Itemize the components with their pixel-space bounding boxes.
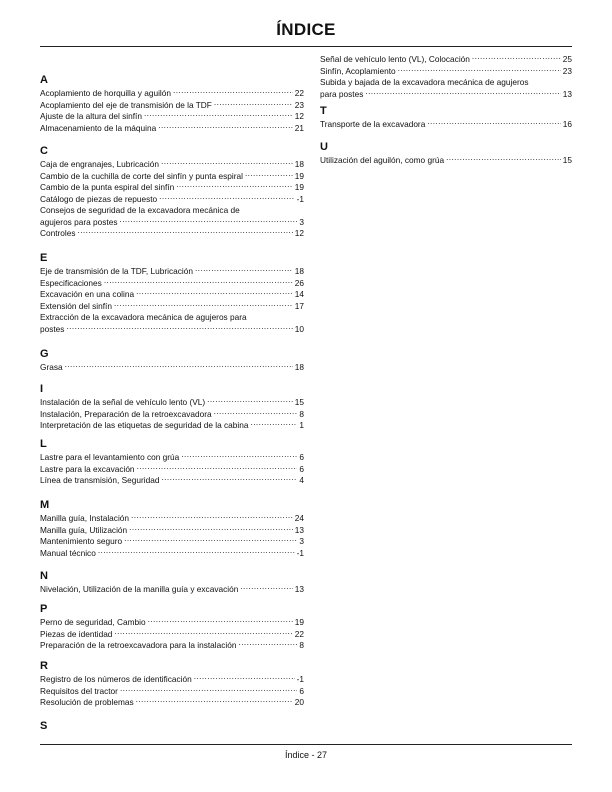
entry-text: Señal de vehículo lento (VL), Colocación [320, 54, 470, 64]
entry-text: agujeros para postes [40, 216, 118, 227]
entry-text: Catálogo de piezas de repuesto [40, 193, 158, 204]
index-entry[interactable] [40, 397, 304, 409]
section-letter: P [40, 603, 48, 615]
entry-page-number: 23 [294, 99, 304, 110]
leader-dots [78, 228, 293, 236]
index-entry[interactable] [320, 119, 572, 131]
index-section [40, 250, 304, 335]
entry-text: Acoplamiento del eje de transmisión de la TDF [40, 99, 212, 110]
index-entry[interactable] [40, 171, 304, 183]
index-section [40, 346, 304, 374]
entry-text: Sinfín, Acoplamiento [320, 65, 396, 76]
section-letter: T [320, 105, 327, 117]
index-entry[interactable] [40, 548, 304, 560]
entry-page-number: 19 [294, 617, 304, 627]
entry-page-number: 6 [299, 685, 304, 696]
leader-dots [136, 289, 293, 297]
leader-dots [144, 111, 293, 119]
leader-dots [251, 420, 298, 428]
entry-last-line [320, 89, 572, 101]
entry-text: Línea de transmisión, Seguridad [40, 475, 160, 485]
index-entry[interactable] [40, 513, 304, 525]
index-entry[interactable] [40, 312, 304, 335]
leader-dots [158, 123, 293, 131]
index-entry[interactable] [40, 617, 304, 629]
leader-dots [161, 159, 293, 167]
entry-text: Requisitos del tractor [40, 685, 118, 696]
index-entry[interactable] [40, 205, 304, 228]
entry-text: postes [40, 323, 65, 334]
entry-text: Ajuste de la altura del sinfín [40, 111, 142, 121]
section-letter: E [40, 252, 48, 264]
entry-page-number: 8 [299, 640, 304, 650]
entry-page-number: 12 [294, 111, 304, 121]
entry-text: Utilización del aguilón, como grúa [320, 155, 445, 165]
leader-dots [245, 171, 293, 179]
index-section [320, 103, 572, 131]
entry-text: Lastre para la excavación [40, 463, 135, 474]
index-entry[interactable] [40, 100, 304, 112]
leader-dots [131, 513, 293, 521]
entry-text: Perno de seguridad, Cambio [40, 617, 146, 627]
leader-dots [181, 452, 297, 460]
index-entry[interactable] [40, 475, 304, 487]
entry-text: Almacenamiento de la máquina [40, 122, 157, 133]
entry-text: Manilla guía, Instalación [40, 513, 130, 523]
section-letter: A [40, 74, 48, 86]
entry-page-number: 18 [294, 159, 304, 169]
entry-text: Cambio de la punta espiral del sinfín [40, 182, 175, 192]
entry-page-number: 12 [294, 228, 304, 238]
entry-text: Nivelación, Utilización de la manilla guía y excavación [40, 584, 239, 594]
entry-text-line: Subida y bajada de la excavadora mecánica de agujeros [320, 77, 529, 87]
leader-dots [214, 100, 293, 108]
entry-text: Piezas de identidad [40, 628, 113, 639]
index-entry[interactable] [40, 697, 304, 709]
index-entry[interactable] [40, 301, 304, 313]
index-entry[interactable] [40, 525, 304, 537]
index-entry[interactable] [40, 278, 304, 290]
entry-text: Manual técnico [40, 547, 96, 558]
index-entry[interactable] [40, 629, 304, 641]
entry-page-number: 24 [294, 513, 304, 523]
entry-page-number: 1 [299, 420, 304, 430]
index-section [40, 436, 304, 487]
entry-text: Eje de transmisión de la TDF, Lubricación [40, 266, 193, 276]
entry-text-line: Consejos de seguridad de la excavadora mecánica de [40, 205, 240, 215]
entry-text: Excavación en una colina [40, 289, 135, 299]
index-entry[interactable] [40, 111, 304, 123]
index-section [40, 601, 304, 652]
section-letter: I [40, 383, 44, 395]
index-section [40, 497, 304, 559]
entry-page-number: 3 [299, 536, 304, 546]
leader-dots [148, 617, 293, 625]
section-letter: M [40, 499, 50, 511]
entry-page-number: 16 [562, 119, 572, 129]
leader-dots [114, 629, 292, 637]
entry-text: Instalación, Preparación de la retroexcavadora [40, 408, 212, 419]
index-entry[interactable] [40, 584, 304, 596]
entry-text: Especificaciones [40, 277, 102, 288]
entry-page-number: 23 [562, 65, 572, 76]
entry-page-number: 19 [294, 182, 304, 192]
index-section [320, 54, 572, 100]
index-section [40, 143, 304, 240]
index-entry[interactable] [40, 159, 304, 171]
entry-page-number: 3 [299, 216, 304, 227]
entry-page-number: 6 [299, 463, 304, 474]
leader-dots [129, 525, 293, 533]
index-entry[interactable] [40, 88, 304, 100]
entry-page-number: 25 [562, 54, 572, 64]
entry-text: Instalación de la señal de vehículo lento (VL) [40, 397, 206, 407]
leader-dots [161, 475, 297, 483]
entry-page-number: 21 [294, 122, 304, 133]
page-title: ÍNDICE [276, 20, 336, 39]
index-entry[interactable] [40, 194, 304, 206]
entry-page-number: 6 [299, 452, 304, 462]
entry-page-number: 13 [294, 584, 304, 594]
leader-dots [66, 324, 292, 332]
leader-dots [398, 66, 561, 74]
leader-dots [136, 697, 293, 705]
entry-page-number: -1 [296, 193, 304, 204]
entry-text: Extensión del sinfín [40, 300, 112, 311]
index-section [40, 658, 304, 709]
entry-text: para postes [320, 88, 364, 99]
entry-page-number: 22 [294, 88, 304, 98]
index-section [320, 139, 572, 167]
leader-dots [159, 194, 294, 202]
index-section [40, 718, 304, 734]
entry-text: Registro de los números de identificación [40, 674, 192, 684]
leader-dots [446, 155, 561, 163]
leader-dots [214, 409, 298, 417]
index-entry[interactable] [40, 289, 304, 301]
entry-page-number: 17 [294, 300, 304, 311]
entry-page-number: -1 [296, 547, 304, 558]
entry-text: Acoplamiento de horquilla y aguilón [40, 88, 171, 98]
index-entry[interactable] [40, 452, 304, 464]
leader-dots [104, 278, 293, 286]
index-entry[interactable] [40, 686, 304, 698]
index-entry[interactable] [40, 640, 304, 652]
entry-text-line: Extracción de la excavadora mecánica de agujeros para [40, 312, 247, 322]
index-entry[interactable] [40, 123, 304, 135]
entry-last-line [40, 217, 304, 229]
entry-page-number: 15 [294, 397, 304, 407]
leader-dots [114, 301, 293, 309]
entry-page-number: 10 [294, 323, 304, 334]
leader-dots [120, 217, 298, 225]
entry-page-number: 8 [299, 408, 304, 419]
entry-text: Cambio de la cuchilla de corte del sinfín y punta espiral [40, 170, 243, 181]
entry-page-number: 20 [294, 697, 304, 707]
index-entry[interactable] [320, 54, 572, 66]
index-entry[interactable] [320, 155, 572, 167]
leader-dots [194, 674, 295, 682]
entry-page-number: -1 [296, 674, 304, 684]
section-letter: C [40, 145, 48, 157]
header-rule [40, 46, 572, 47]
leader-dots [98, 548, 295, 556]
entry-text: Lastre para el levantamiento con grúa [40, 452, 180, 462]
page-footer: Índice - 27 [284, 750, 328, 760]
entry-page-number: 13 [562, 88, 572, 99]
leader-dots [365, 89, 560, 97]
index-entry[interactable] [40, 420, 304, 432]
entry-text: Preparación de la retroexcavadora para la instalación [40, 640, 237, 650]
index-section [40, 72, 304, 134]
index-entry[interactable] [320, 66, 572, 78]
index-entry[interactable] [40, 266, 304, 278]
section-letter: G [40, 348, 49, 360]
leader-dots [240, 584, 292, 592]
entry-text: Caja de engranajes, Lubricación [40, 159, 160, 169]
leader-dots [124, 536, 297, 544]
footer-rule [40, 744, 572, 745]
index-entry[interactable] [320, 77, 572, 100]
section-letter: R [40, 660, 48, 672]
section-letter: L [40, 438, 47, 450]
entry-page-number: 19 [294, 170, 304, 181]
index-entry[interactable] [40, 228, 304, 240]
entry-page-number: 13 [294, 524, 304, 535]
leader-dots [137, 464, 298, 472]
entry-text: Resolución de problemas [40, 697, 134, 707]
leader-dots [65, 362, 293, 370]
leader-dots [238, 640, 297, 648]
section-letter: U [320, 141, 328, 153]
leader-dots [173, 88, 293, 96]
entry-text: Interpretación de las etiquetas de seguridad de la cabina [40, 420, 249, 430]
entry-page-number: 18 [294, 266, 304, 276]
index-section [40, 568, 304, 596]
index-entry[interactable] [40, 536, 304, 548]
leader-dots [427, 119, 560, 127]
leader-dots [176, 182, 293, 190]
entry-page-number: 15 [562, 155, 572, 165]
entry-page-number: 22 [294, 628, 304, 639]
leader-dots [120, 686, 297, 694]
section-letter: N [40, 570, 48, 582]
entry-text: Grasa [40, 362, 63, 372]
index-entry[interactable] [40, 409, 304, 421]
index-entry[interactable] [40, 182, 304, 194]
entry-page-number: 4 [299, 475, 304, 485]
index-entry[interactable] [40, 674, 304, 686]
section-letter: S [40, 720, 48, 732]
entry-page-number: 26 [294, 277, 304, 288]
entry-page-number: 18 [294, 362, 304, 372]
entry-last-line [40, 324, 304, 336]
leader-dots [207, 397, 293, 405]
index-section [40, 381, 304, 432]
entry-page-number: 14 [294, 289, 304, 299]
entry-text: Transporte de la excavadora [320, 119, 426, 129]
entry-text: Mantenimiento seguro [40, 536, 123, 546]
entry-text: Controles [40, 228, 76, 238]
index-entry[interactable] [40, 464, 304, 476]
entry-text: Manilla guía, Utilización [40, 524, 128, 535]
leader-dots [472, 54, 561, 62]
leader-dots [195, 266, 293, 274]
index-entry[interactable] [40, 362, 304, 374]
